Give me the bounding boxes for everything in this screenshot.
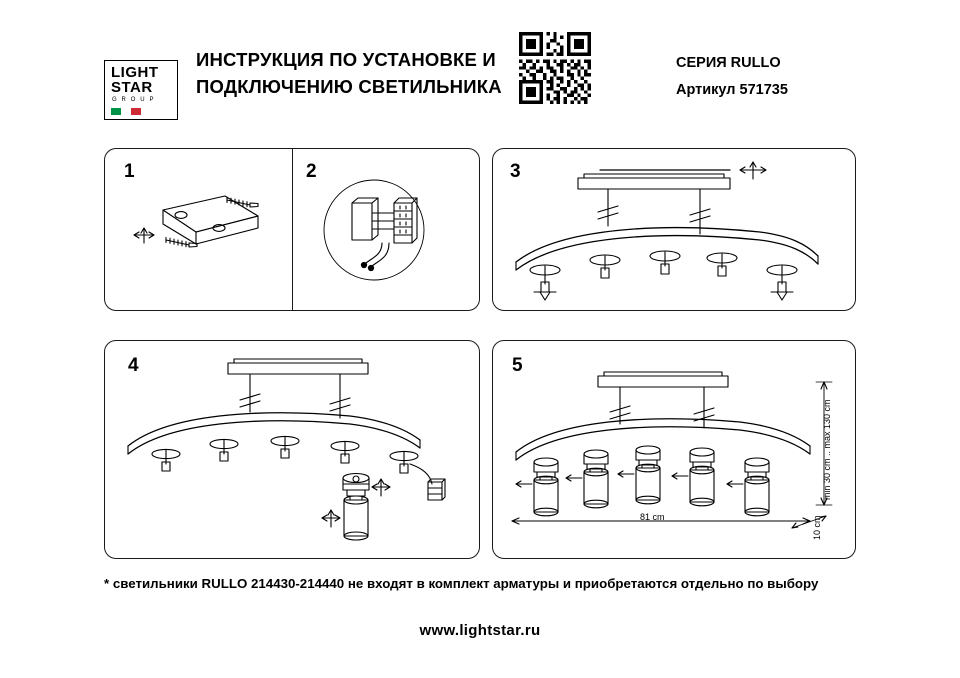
product-info (676, 50, 876, 104)
step-number-1: 1 (124, 161, 135, 182)
logo-line-light: LIGHT (111, 64, 159, 81)
italian-flag-icon (111, 108, 141, 115)
qr-code-icon (519, 32, 591, 104)
header (104, 28, 856, 106)
step-number-3: 3 (510, 161, 521, 182)
step-number-5: 5 (512, 355, 523, 376)
height-dimension-label: min 30 cm .. max 130 cm (822, 399, 832, 500)
website-link[interactable]: www.lightstar.ru (419, 622, 541, 639)
page-title-line1: ИНСТРУКЦИЯ ПО УСТАНОВКЕ И (196, 49, 496, 70)
depth-dimension-label: 10 cm (812, 515, 822, 540)
step-number-2: 2 (306, 161, 317, 182)
footnote: * светильники RULLO 214430-214440 не входят в комплект арматуры и приобретаются отдельно по выбору (104, 576, 819, 591)
page-title (196, 46, 526, 100)
width-dimension-label: 81 cm (640, 512, 665, 522)
logo-line-star: STAR (111, 79, 153, 96)
series-label: СЕРИЯ RULLO (676, 55, 781, 71)
step-panel-5 (492, 340, 856, 559)
article-label: Артикул 571735 (676, 82, 788, 98)
step-number-4: 4 (128, 355, 139, 376)
step-panel-2 (292, 148, 480, 311)
step-panel-3 (492, 148, 856, 311)
page-title-line2: ПОДКЛЮЧЕНИЮ СВЕТИЛЬНИКА (196, 76, 502, 97)
step-panel-4 (104, 340, 480, 559)
logo-line-group: G R O U P (112, 97, 156, 103)
lightstar-logo (104, 60, 178, 120)
